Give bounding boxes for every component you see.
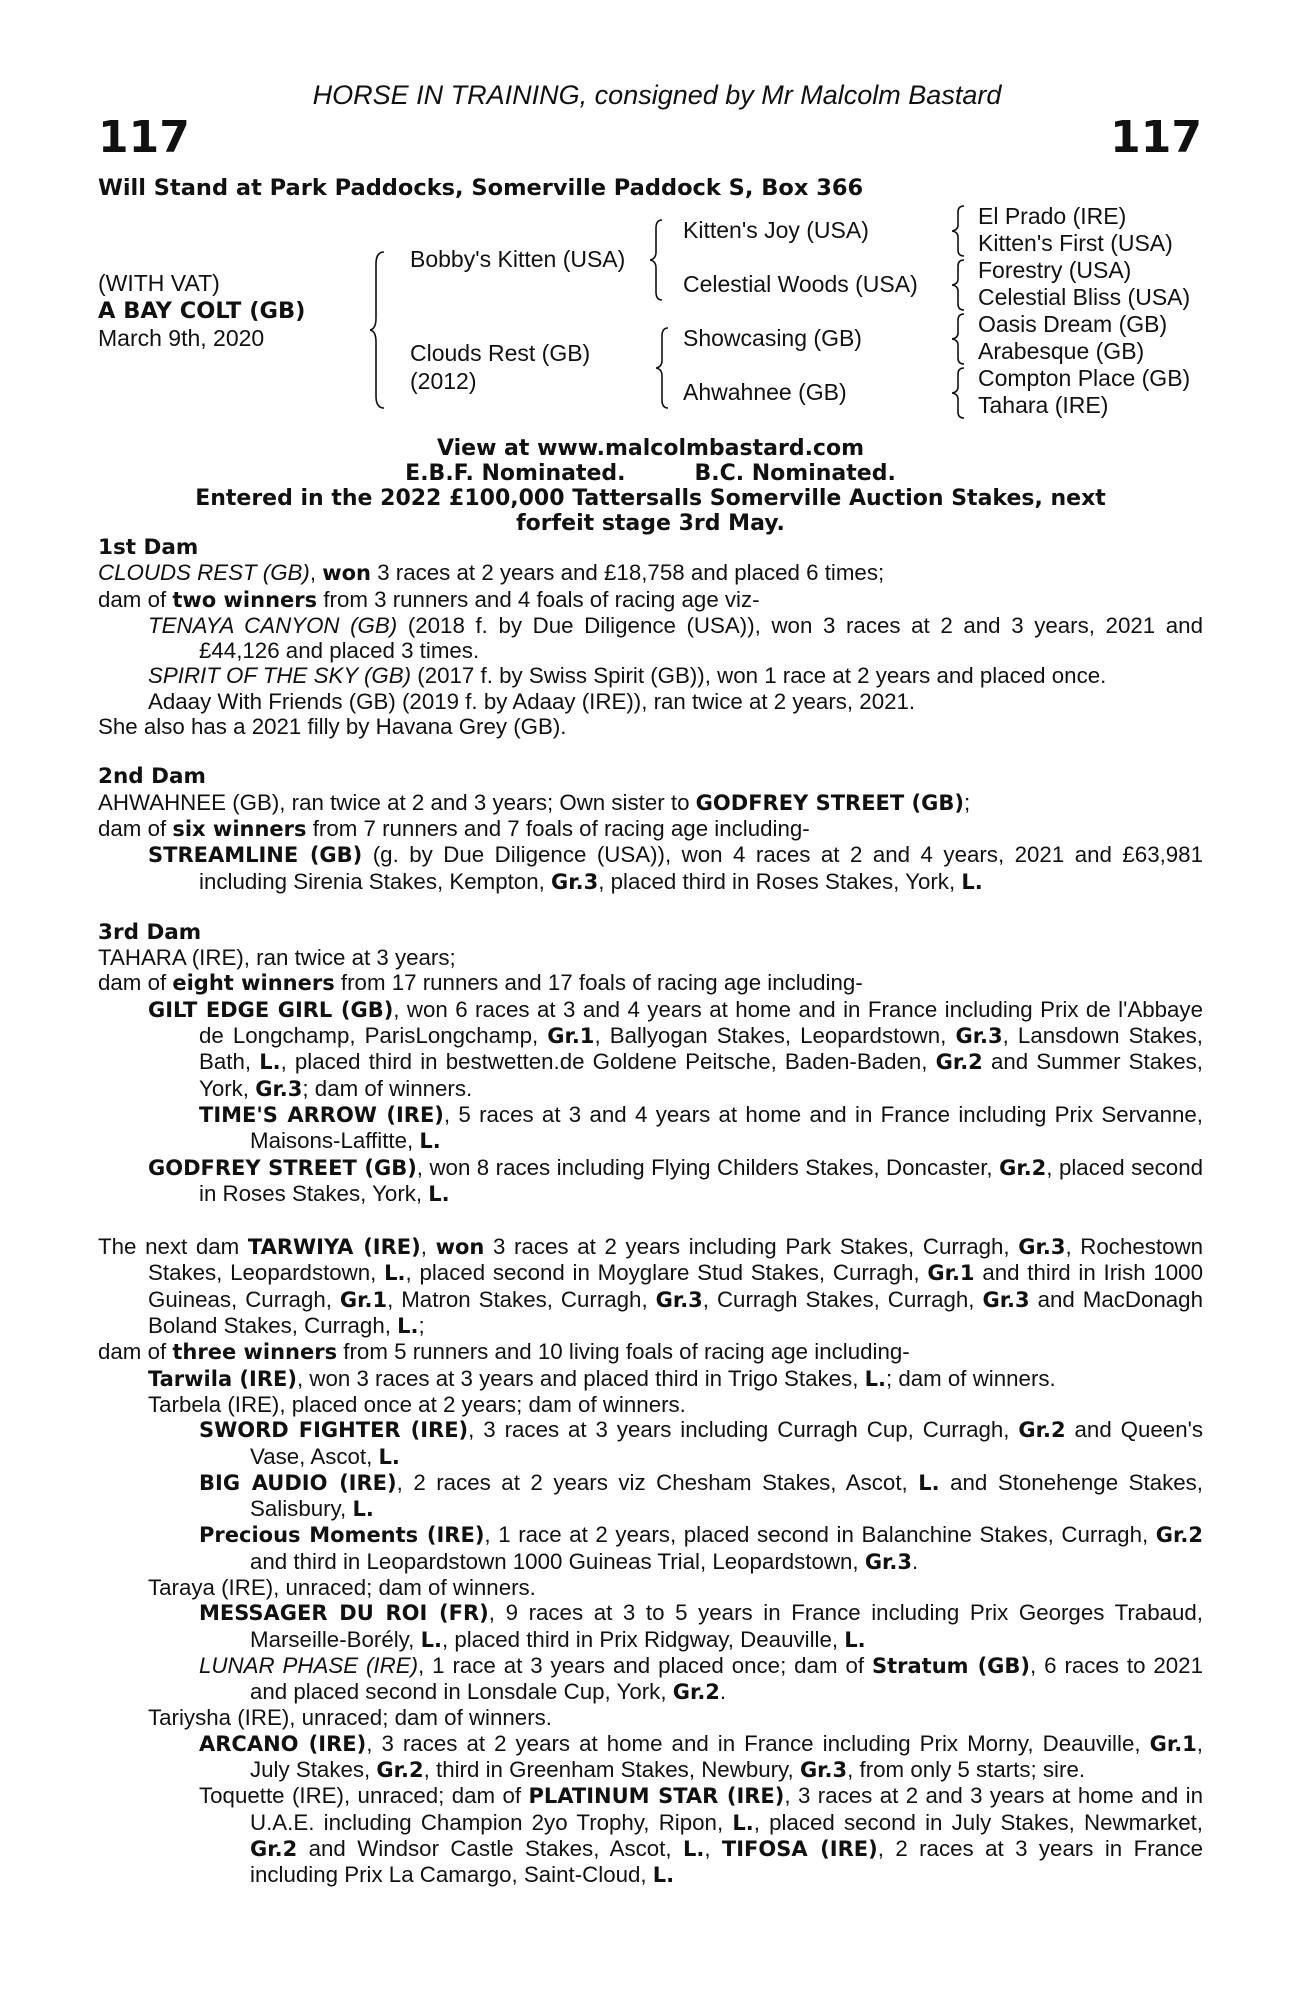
ped-ssd: Kitten's First (USA) (978, 230, 1173, 256)
horse-name: A BAY COLT (GB) (98, 298, 306, 324)
ped-dds: Compton Place (GB) (978, 365, 1191, 391)
brace-main (370, 250, 390, 410)
ped-dss: Oasis Dream (GB) (978, 311, 1168, 337)
produce-entry: STREAMLINE (GB) (g. by Due Diligence (USA)), won 4 races at 2 and 4 years, 2021 and £63,981 including Sirenia Stakes, Kempton, Gr.3, placed third in Roses Stakes, York, L. (148, 842, 1203, 894)
lot-number-right: 117 (1110, 112, 1202, 163)
dam-sire: Showcasing (GB) (683, 325, 862, 351)
produce-entry: Precious Moments (IRE), 1 race at 2 years, placed second in Balanchine Stakes, Curragh, Gr.2 and third in Leopardstown 1000 Guineas Trial, Leopardstown, Gr.3. (199, 1522, 1203, 1574)
produce-entry: SPIRIT OF THE SKY (GB) (2017 f. by Swiss Spirit (GB)), won 1 race at 2 years and placed once. (148, 663, 1107, 689)
entered-line-2: forfeit stage 3rd May. (516, 511, 785, 536)
brace-dd (952, 366, 970, 420)
produce-entry: GODFREY STREET (GB), won 8 races including Flying Childers Stakes, Doncaster, Gr.2, placed second in Roses Stakes, York, L. (148, 1154, 1203, 1206)
produce-entry: SWORD FIGHTER (IRE), 3 races at 3 years including Curragh Cup, Curragh, Gr.2 and Queen's Vase, Ascot, L. (199, 1417, 1203, 1469)
first-dam-text: CLOUDS REST (GB), won 3 races at 2 years and £18,758 and placed 6 times; (98, 560, 885, 586)
third-dam-produce: dam of eight winners from 17 runners and 17 foals of racing age including- (98, 970, 863, 996)
view-website: View at www.malcolmbastard.com (436, 436, 865, 461)
ebf-nominated: E.B.F. Nominated. (405, 461, 626, 486)
second-dam-heading: 2nd Dam (98, 764, 206, 790)
first-dam-produce: dam of two winners from 3 runners and 4 foals of racing age viz- (98, 586, 760, 612)
produce-entry: Tariysha (IRE), unraced; dam of winners. (148, 1705, 552, 1731)
produce-entry: LUNAR PHASE (IRE), 1 race at 3 years and placed once; dam of Stratum (GB), 6 races to 2021 and placed second in Lonsdale Cup, York, Gr.2. (199, 1652, 1203, 1705)
second-dam-produce: dam of six winners from 7 runners and 7 foals of racing age including- (98, 815, 810, 841)
ped-dsd: Arabesque (GB) (978, 338, 1145, 364)
brace-ss (952, 204, 970, 258)
entered-line-1: Entered in the 2022 £100,000 Tattersalls Somerville Auction Stakes, next (195, 486, 1106, 511)
ped-sds: Forestry (USA) (978, 257, 1132, 283)
produce-entry: TENAYA CANYON (GB) (2018 f. by Due Diligence (USA)), won 3 races at 2 and 3 years, 2021 and £44,126 and placed 3 times. (148, 612, 1203, 664)
third-dam-text: TAHARA (IRE), ran twice at 3 years; (98, 945, 456, 971)
lot-number-left: 117 (98, 112, 190, 163)
ped-sdd: Celestial Bliss (USA) (978, 284, 1191, 310)
third-dam-heading: 3rd Dam (98, 919, 202, 945)
consignor-title: HORSE IN TRAINING, consigned by Mr Malcolm Bastard (312, 80, 1002, 110)
produce-entry: BIG AUDIO (IRE), 2 races at 2 years viz Chesham Stakes, Ascot, L. and Stonehenge Stakes, Salisbury, L. (199, 1469, 1203, 1522)
produce-entry: Toquette (IRE), unraced; dam of PLATINUM STAR (IRE), 3 races at 2 and 3 years at home and in U.A.E. including Champion 2yo Trophy, Ripon, L., placed second in July Stakes, Newmarket, Gr.2 and Windsor Castle Stakes, Ascot, L., TIFOSA (IRE), 2 races at 3 years in France including Prix La Camargo, Saint-Cloud, L. (199, 1783, 1203, 1888)
ped-ddd: Tahara (IRE) (978, 392, 1109, 418)
produce-entry: MESSAGER DU ROI (FR), 9 races at 3 to 5 years in France including Prix Georges Trabaud, Marseille-Borély, L., placed third in Prix Ridgway, Deauville, L. (199, 1600, 1203, 1652)
produce-entry: ARCANO (IRE), 3 races at 2 years at home and in France including Prix Morny, Deauville, Gr.1, July Stakes, Gr.2, third in Greenham Stakes, Newbury, Gr.3, from only 5 starts; sire. (199, 1730, 1203, 1783)
second-dam-text: AHWAHNEE (GB), ran twice at 2 and 3 years; Own sister to GODFREY STREET (GB); (98, 789, 971, 815)
first-dam-heading: 1st Dam (98, 535, 199, 560)
produce-note: She also has a 2021 filly by Havana Grey (GB). (98, 714, 567, 740)
brace-sire (650, 218, 668, 302)
brace-ds (952, 312, 970, 366)
produce-entry: GILT EDGE GIRL (GB), won 6 races at 3 and 4 years at home and in France including Prix de l'Abbaye de Longchamp, ParisLongchamp, Gr.1, Ballyogan Stakes, Leopardstown, Gr.3, Lansdown Stakes, Bath, L., placed third in bestwetten.de Goldene Peitsche, Baden-Baden, Gr.2 and Summer Stakes, York, Gr.3; dam of winners. (148, 996, 1203, 1101)
nominations (98, 461, 1203, 486)
produce-entry: Adaay With Friends (GB) (2019 f. by Adaay (IRE)), ran twice at 2 years, 2021. (148, 688, 916, 714)
sire: Bobby's Kitten (USA) (410, 246, 626, 272)
dam-year: (2012) (410, 368, 477, 394)
produce-entry: TIME'S ARROW (IRE), 5 races at 3 and 4 years at home and in France including Prix Servanne, Maisons-Laffitte, L. (199, 1101, 1203, 1154)
produce-record (98, 535, 1203, 1889)
ped-sss: El Prado (IRE) (978, 203, 1127, 229)
produce-entry: Tarbela (IRE), placed once at 2 years; dam of winners. (148, 1391, 686, 1417)
foaling-date: March 9th, 2020 (98, 325, 265, 351)
brace-sd (952, 258, 970, 312)
produce-entry: Tarwila (IRE), won 3 races at 3 years and placed third in Trigo Stakes, L.; dam of winners. (148, 1365, 1056, 1391)
sire-dam: Celestial Woods (USA) (683, 271, 918, 297)
dam: Clouds Rest (GB) (410, 340, 591, 366)
stand-location: Will Stand at Park Paddocks, Somerville Paddock S, Box 366 (98, 175, 864, 201)
brace-dam (656, 326, 674, 410)
next-dam-text: The next dam TARWIYA (IRE), won 3 races at 2 years including Park Stakes, Curragh, Gr.3, Rochestown Stakes, Leopardstown, L., placed second in Moyglare Stud Stakes, Curragh, Gr.1 and third in Irish 1000 Guineas, Curragh, Gr.1, Matron Stakes, Curragh, Gr.3, Curragh Stakes, Curragh, Gr.3 and MacDonagh Boland Stakes, Curragh, L.; (98, 1234, 1203, 1339)
dam-dam: Ahwahnee (GB) (683, 379, 847, 405)
vat-note: (WITH VAT) (98, 270, 220, 296)
next-dam-produce: dam of three winners from 5 runners and 10 living foals of racing age including- (98, 1339, 910, 1365)
sire-sire: Kitten's Joy (USA) (683, 217, 869, 243)
bc-nominated: B.C. Nominated. (694, 461, 896, 486)
produce-entry: Taraya (IRE), unraced; dam of winners. (148, 1574, 536, 1600)
